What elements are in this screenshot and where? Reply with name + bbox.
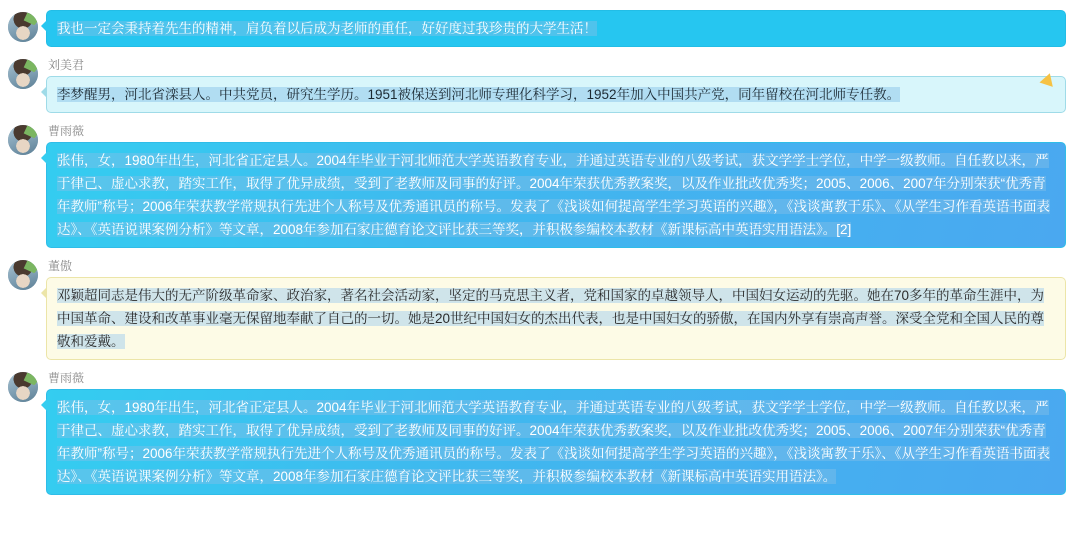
chat-message xyxy=(0,258,1080,370)
sender-name: 董傲 xyxy=(48,259,73,273)
avatar[interactable] xyxy=(8,12,38,42)
message-body xyxy=(46,258,1066,360)
avatar[interactable] xyxy=(8,59,38,89)
avatar[interactable] xyxy=(8,260,38,290)
message-bubble[interactable] xyxy=(46,76,1066,113)
message-bubble[interactable] xyxy=(46,277,1066,360)
message-text: 我也一定会秉持着先生的精神，肩负着以后成为老师的重任，好好度过我珍贵的大学生活！ xyxy=(57,21,597,36)
message-text: 邓颖超同志是伟大的无产阶级革命家、政治家，著名社会活动家，坚定的马克思主义者，党和国家的卓越领导人，中国妇女运动的先驱。她在70多年的革命生涯中，为中国革命、建设和改革事业毫无保留地奉献了自己的一切。她是20世纪中国妇女的杰出代表，也是中国妇女的骄傲，在国内外享有崇高声誉。深受全党和全国人民的尊敬和爱戴。 xyxy=(57,288,1045,349)
sender-name: 曹雨薇 xyxy=(48,124,85,138)
cursor-icon xyxy=(1039,71,1056,87)
chat-message xyxy=(0,57,1080,123)
avatar[interactable] xyxy=(8,372,38,402)
message-body xyxy=(46,123,1066,248)
message-body xyxy=(46,57,1066,113)
message-text: 李梦醒男，河北省滦县人。中共党员，研究生学历。1951被保送到河北师专理化科学习，1952年加入中国共产党，同年留校在河北师专任教。 xyxy=(57,87,901,102)
message-body xyxy=(46,370,1066,495)
message-bubble[interactable] xyxy=(46,10,1066,47)
chat-message xyxy=(0,370,1080,505)
message-text: 张伟，女，1980年出生，河北省正定县人。2004年毕业于河北师范大学英语教育专业，并通过英语专业的八级考试，获文学学士学位，中学一级教师。自任教以来，严于律己、虚心求教，踏实工作，取得了优异成绩，受到了老教师及同事的好评。2004年荣获优秀教案奖，以及作业批改优秀奖；2005、2006、2007年分别荣获“优秀青年教师”称号；2006年荣获教学常规执行先进个人称号及优秀通讯员的称号。发表了《浅谈如何提高学生学习英语的兴趣》，《浅谈寓教于乐》、《从学生习作看英语书面表达》、《英语说课案例分析》等文章，2008年参加石家庄德育论文评比获三等奖，并积极参编校本教材《新课标高中英语实用语法》。 xyxy=(57,400,1051,484)
sender-name: 刘美君 xyxy=(48,58,85,72)
message-bubble[interactable] xyxy=(46,389,1066,495)
message-bubble[interactable] xyxy=(46,142,1066,248)
chat-message xyxy=(0,123,1080,258)
avatar[interactable] xyxy=(8,125,38,155)
message-text: 张伟，女，1980年出生，河北省正定县人。2004年毕业于河北师范大学英语教育专业，并通过英语专业的八级考试，获文学学士学位，中学一级教师。自任教以来，严于律己、虚心求教，踏实工作，取得了优异成绩，受到了老教师及同事的好评。2004年荣获优秀教案奖，以及作业批改优秀奖；2005、2006、2007年分别荣获“优秀青年教师”称号；2006年荣获教学常规执行先进个人称号及优秀通讯员的称号。发表了《浅谈如何提高学生学习英语的兴趣》，《浅谈寓教于乐》、《从学生习作看英语书面表达》、《英语说课案例分析》等文章，2008年参加石家庄德育论文评比获三等奖，并积极参编校本教材《新课标高中英语实用语法》。[2] xyxy=(57,153,1051,237)
message-body xyxy=(46,10,1066,47)
chat-message xyxy=(0,6,1080,57)
sender-name: 曹雨薇 xyxy=(48,371,85,385)
